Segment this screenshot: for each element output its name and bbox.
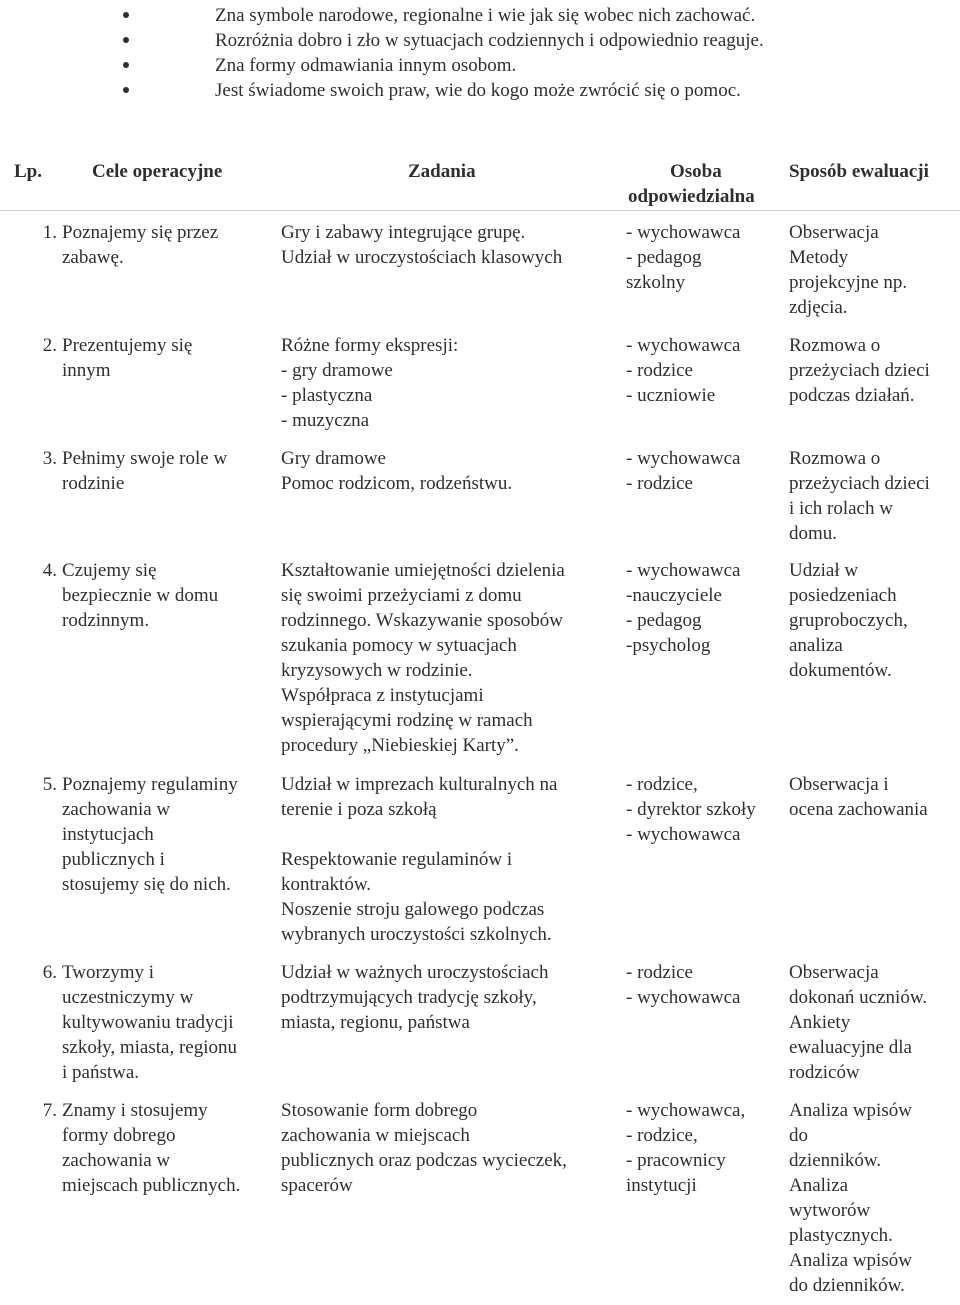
eval-cell: Analiza wpisów do dzienników. Analiza wytworów plastycznych. Analiza wpisów do dzienników. xyxy=(789,1100,912,1296)
bullet-item xyxy=(215,53,516,78)
person-cell: - rodzice, - dyrektor szkoły - wychowawca xyxy=(626,774,756,845)
bullet-item xyxy=(215,28,764,53)
bullet-text: Zna formy odmawiania innym osobom. xyxy=(215,55,517,76)
task-cell: Gry i zabawy integrujące grupę. Udział w uroczystościach klasowych xyxy=(281,222,563,268)
row-number: 1. xyxy=(42,222,57,243)
task-cell: Gry dramowe Pomoc rodzicom, rodzeństwu. xyxy=(281,448,513,494)
task-cell: Kształtowanie umiejętności dzielenia się swoimi przeżyciami z domu rodzinnego. Wskazywanie sposobów szukania pomocy w sytuacjach kryzysowych w rodzinie. Współpraca z instytucjami wspierającymi rodzinę w ramach procedury „Niebieskiej Karty”. xyxy=(281,560,565,756)
row-number: 2. xyxy=(42,335,57,356)
row-number: 4. xyxy=(42,560,57,581)
goal-cell: Znamy i stosujemy formy dobrego zachowania w miejscach publicznych. xyxy=(62,1100,241,1196)
task-cell: Różne formy ekspresji: - gry dramowe - plastyczna - muzyczna xyxy=(281,335,459,431)
person-cell: - wychowawca - rodzice - uczniowie xyxy=(626,335,741,406)
eval-cell: Udział w posiedzeniach gruproboczych, analiza dokumentów. xyxy=(789,560,908,681)
task-cell: Udział w imprezach kulturalnych na terenie i poza szkołą Respektowanie regulaminów i kontraktów. Noszenie stroju galowego podczas wybranych uroczystości szkolnych. xyxy=(281,774,558,945)
header-osoba-line2: odpowiedzialna xyxy=(628,186,755,207)
goal-cell: Tworzymy i uczestniczymy w kultywowaniu tradycji szkoły, miasta, regionu i państwa. xyxy=(62,962,238,1083)
bullet-dot-icon xyxy=(123,87,129,93)
bullet-dot-icon xyxy=(123,37,129,43)
task-cell: Stosowanie form dobrego zachowania w miejscach publicznych oraz podczas wycieczek, spacerów xyxy=(281,1100,567,1196)
goal-cell: Czujemy się bezpiecznie w domu rodzinnym. xyxy=(62,560,219,631)
row-number: 3. xyxy=(42,448,57,469)
eval-cell: Obserwacja dokonań uczniów. Ankiety ewaluacyjne dla rodziców xyxy=(789,962,928,1083)
person-cell: - wychowawca -nauczyciele - pedagog -psycholog xyxy=(626,560,741,656)
bullet-item xyxy=(215,78,741,103)
bullet-item xyxy=(215,3,755,28)
header-lp: Lp. xyxy=(14,161,42,182)
goal-cell: Poznajemy się przez zabawę. xyxy=(62,222,219,268)
eval-cell: Obserwacja i ocena zachowania xyxy=(789,774,928,820)
task-cell: Udział w ważnych uroczystościach podtrzymujących tradycję szkoły, miasta, regionu, państwa xyxy=(281,962,549,1033)
person-cell: - wychowawca, - rodzice, - pracownicy instytucji xyxy=(626,1100,746,1196)
row-number: 5. xyxy=(42,774,57,795)
header-divider xyxy=(0,210,960,211)
goal-cell: Poznajemy regulaminy zachowania w instytucjach publicznych i stosujemy się do nich. xyxy=(62,774,238,895)
eval-cell: Obserwacja Metody projekcyjne np. zdjęcia. xyxy=(789,222,908,318)
person-cell: - wychowawca - rodzice xyxy=(626,448,741,494)
row-number: 7. xyxy=(42,1100,57,1121)
goal-cell: Prezentujemy się innym xyxy=(62,335,193,381)
bullet-text: Jest świadome swoich praw, wie do kogo może zwrócić się o pomoc. xyxy=(215,80,741,101)
header-zadania: Zadania xyxy=(408,161,476,182)
bullet-text: Rozróżnia dobro i zło w sytuacjach codziennych i odpowiednio reaguje. xyxy=(215,30,764,51)
person-cell: - wychowawca - pedagog szkolny xyxy=(626,222,741,293)
eval-cell: Rozmowa o przeżyciach dzieci podczas działań. xyxy=(789,335,930,406)
row-number: 6. xyxy=(42,962,57,983)
bullet-text: Zna symbole narodowe, regionalne i wie jak się wobec nich zachować. xyxy=(215,5,756,26)
header-cele: Cele operacyjne xyxy=(92,161,223,182)
header-osoba-line1: Osoba xyxy=(670,161,722,182)
goal-cell: Pełnimy swoje role w rodzinie xyxy=(62,448,228,494)
header-sposob: Sposób ewaluacji xyxy=(789,161,929,182)
person-cell: - rodzice - wychowawca xyxy=(626,962,741,1008)
eval-cell: Rozmowa o przeżyciach dzieci i ich rolach w domu. xyxy=(789,448,930,544)
bullet-dot-icon xyxy=(123,12,129,18)
bullet-dot-icon xyxy=(123,62,129,68)
